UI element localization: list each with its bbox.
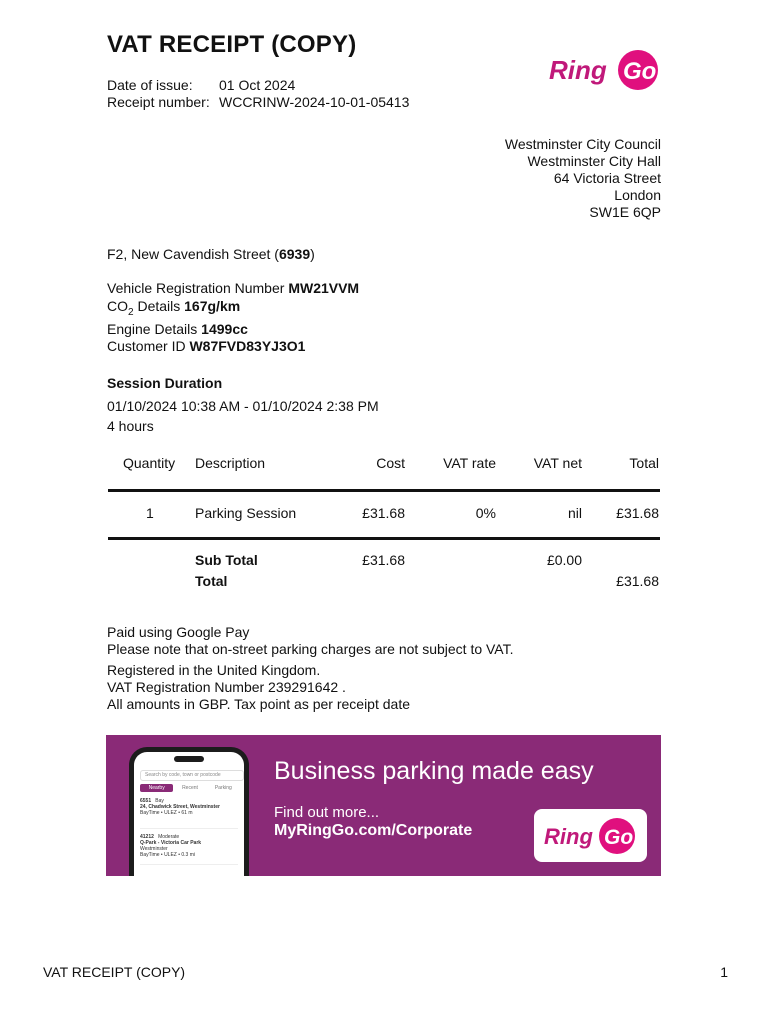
table-row [108, 505, 660, 527]
receipt-notes [107, 624, 514, 713]
customer-id-value: W87FVD83YJ3O1 [189, 338, 306, 355]
total-label: Total [195, 573, 228, 589]
svg-text:Go: Go [604, 826, 634, 849]
item-tag: Moderate [158, 834, 180, 840]
banner-ringgo-logo [534, 809, 647, 862]
total-value: £31.68 [616, 573, 659, 589]
item-street: Q-Park - Victoria Car Park [140, 840, 202, 846]
banner-find-more: Find out more... [274, 804, 380, 821]
session-times [107, 396, 379, 436]
session-heading: Session Duration [107, 375, 223, 391]
vat-note: Please note that on-street parking charges are not subject to VAT. [107, 641, 514, 657]
location-name: F2, New Cavendish Street ( [107, 246, 279, 262]
parking-location [107, 246, 315, 262]
footer-title: VAT RECEIPT (COPY) [43, 964, 186, 980]
header-description: Description [195, 455, 266, 471]
table-header-row [108, 455, 660, 479]
subtotal-label: Sub Total [195, 552, 258, 568]
item-tag: Bay [155, 798, 164, 804]
banner-url-link[interactable]: MyRingGo.com/Corporate [274, 822, 473, 839]
co2-label-suffix: Details [133, 297, 185, 314]
vrn-label: Vehicle Registration Number [107, 280, 289, 296]
item-sub: Westminster [140, 846, 168, 852]
phone-tabs [140, 784, 240, 792]
co2-subscript: 2 [128, 306, 134, 318]
vehicle-details [107, 280, 359, 356]
row-cost: £31.68 [362, 505, 405, 521]
vrn-value: MW21VVM [288, 280, 360, 296]
phone-tab: Nearby [140, 784, 173, 792]
promo-banner[interactable] [106, 735, 661, 876]
registered-note: Registered in the United Kingdom. [107, 662, 321, 678]
banner-headline: Business parking made easy [274, 757, 594, 785]
address-line: Westminster City Council [504, 136, 661, 152]
table-rule [108, 537, 660, 540]
address-line: SW1E 6QP [589, 204, 661, 220]
table-rule [108, 489, 660, 492]
header-total: Total [629, 455, 659, 471]
session-range: 01/10/2024 10:38 AM - 01/10/2024 2:38 PM [107, 398, 379, 414]
phone-search-bar: Search by code, town or postcode [140, 770, 244, 781]
co2-value: 167g/km [184, 297, 241, 314]
session-duration: 4 hours [107, 418, 154, 434]
row-quantity: 1 [146, 505, 154, 521]
item-street: 24, Chadwick Street, Westminster [140, 804, 220, 810]
address-line: Westminster City Hall [527, 153, 661, 169]
page-number: 1 [720, 964, 728, 980]
phone-list-item [140, 798, 238, 829]
engine-value: 1499cc [201, 320, 248, 337]
phone-notch [174, 756, 204, 762]
receipt-meta [107, 77, 409, 111]
phone-tab: Parking [214, 785, 232, 791]
address-line: 64 Victoria Street [553, 170, 661, 186]
phone-tab: Recent [182, 785, 198, 791]
row-description: Parking Session [195, 505, 297, 521]
svg-text:Ring: Ring [549, 55, 607, 85]
banner-logo-box [534, 809, 647, 862]
item-meta: BayTime • ULEZ • 0.3 mi [140, 852, 195, 858]
receipt-title: VAT RECEIPT (COPY) [107, 31, 357, 58]
vat-registration: VAT Registration Number 239291642 . [107, 679, 346, 695]
total-row [108, 573, 660, 595]
header-quantity: Quantity [123, 455, 176, 471]
phone-screen [134, 752, 244, 876]
charges-table [108, 455, 660, 595]
engine-label: Engine Details [107, 320, 202, 337]
receipt-number-value: WCCRINW-2024-10-01-05413 [219, 94, 410, 110]
row-vat-net: nil [567, 505, 582, 521]
header-vat-net: VAT net [533, 455, 582, 471]
ringgo-logo [547, 49, 663, 91]
row-vat-rate: 0% [475, 505, 496, 521]
date-of-issue-value: 01 Oct 2024 [219, 77, 296, 93]
customer-id-label: Customer ID [107, 338, 190, 355]
subtotal-row [108, 552, 660, 573]
subtotal-vat-net: £0.00 [546, 552, 582, 568]
row-total: £31.68 [616, 505, 659, 521]
payment-method: Paid using Google Pay [107, 624, 250, 640]
location-code: 6939 [278, 246, 311, 262]
svg-text:Ring: Ring [544, 824, 593, 849]
co2-label: CO [107, 297, 128, 314]
phone-list-item [140, 834, 238, 865]
item-code: 6551 [140, 798, 152, 804]
header-vat-rate: VAT rate [443, 455, 496, 471]
subtotal-cost: £31.68 [362, 552, 405, 568]
header-cost: Cost [376, 455, 405, 471]
amounts-note: All amounts in GBP. Tax point as per receipt date [107, 696, 410, 712]
date-of-issue-label: Date of issue: [107, 77, 193, 93]
item-meta: BayTime • ULEZ • 61 m [140, 810, 193, 816]
council-address [505, 136, 661, 221]
svg-text:Go: Go [623, 58, 657, 85]
address-line: London [614, 187, 661, 203]
item-code: 41212 [140, 834, 154, 840]
phone-mockup [129, 747, 249, 876]
receipt-number-label: Receipt number: [107, 94, 210, 110]
location-close: ) [310, 246, 315, 262]
